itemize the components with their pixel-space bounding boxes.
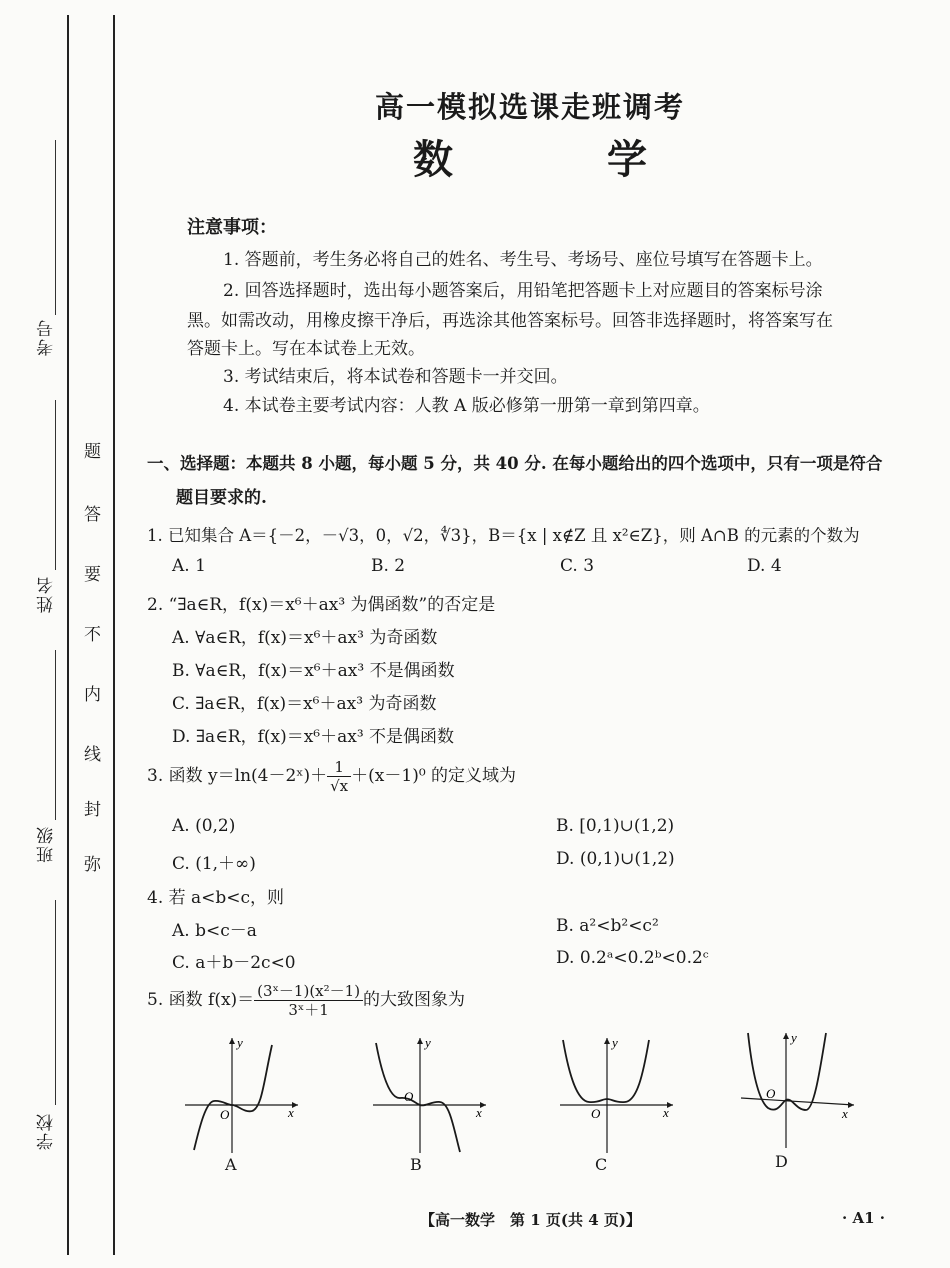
question-3-stem (147, 758, 516, 795)
q2-option-c: C. ∃a∈R，f(x)＝x⁶＋ax³ 为奇函数 (172, 694, 437, 714)
q1-option-b: B. 2 (371, 556, 406, 576)
school-label: 学校 (37, 1112, 57, 1150)
question-5-stem (147, 982, 465, 1019)
paper-code: · A1 · (842, 1209, 885, 1227)
margin-line-outer (67, 15, 69, 1255)
graph-d-y-arrow (783, 1033, 789, 1039)
notice-item-2-line1: 2. 回答选择题时，选出每小题答案后，用铅笔把答题卡上对应题目的答案标号涂 (223, 281, 823, 301)
q4-option-d: D. 0.2ᵃ<0.2ᵇ<0.2ᶜ (556, 948, 709, 968)
graph-c-label: C (595, 1155, 608, 1174)
graph-a (180, 1035, 300, 1155)
margin-line-inner (113, 15, 115, 1255)
q1-option-c: C. 3 (560, 556, 595, 576)
page-footer: 【高一数学 第 1 页(共 4 页)】 (420, 1211, 641, 1229)
graph-d-origin: O (766, 1086, 776, 1101)
graph-d-label: D (775, 1152, 788, 1171)
question-1-stem: 1. 已知集合 A＝{－2，－√3，0，√2，∜3}，B＝{x | x∉Z 且 x²∈Z}，则 A∩B 的元素的个数为 (147, 526, 860, 545)
seal-char: 封 (84, 800, 101, 820)
q3-option-d: D. (0,1)∪(1,2) (556, 849, 675, 869)
q5-stem-pre: 5. 函数 f(x)＝ (147, 990, 255, 1010)
q3-frac-den: √x (330, 777, 349, 795)
graph-b (368, 1035, 488, 1155)
graph-a-x-label: x (288, 1105, 294, 1120)
seal-char: 要 (84, 565, 101, 585)
subject-title: 数 学 (413, 136, 717, 183)
q2-option-b: B. ∀a∈R，f(x)＝x⁶＋ax³ 不是偶函数 (172, 661, 455, 681)
question-2-stem: 2. “∃a∈R，f(x)＝x⁶＋ax³ 为偶函数”的否定是 (147, 595, 496, 615)
graph-d-curve (748, 1033, 826, 1110)
notice-item-3: 3. 考试结束后，将本试卷和答题卡一并交回。 (223, 367, 568, 387)
exam-no-label: 考号 (37, 318, 57, 356)
graph-d-x-arrow (848, 1102, 854, 1108)
q5-fraction (254, 982, 363, 1019)
graph-c-y-arrow (604, 1038, 610, 1044)
graph-b-label: B (410, 1155, 422, 1174)
q3-option-a: A. (0,2) (172, 816, 236, 836)
graph-a-y-arrow (229, 1038, 235, 1044)
q4-option-b: B. a²<b²<c² (556, 916, 659, 936)
graph-c-y-label: y (612, 1035, 618, 1050)
graph-d (738, 1030, 858, 1150)
graph-d-x-label: x (842, 1106, 848, 1121)
graph-a-y-label: y (237, 1035, 243, 1050)
exam-title: 高一模拟选课走班调考 (374, 90, 685, 124)
notice-item-1: 1. 答题前，考生务必将自己的姓名、考生号、考场号、座位号填写在答题卡上。 (223, 250, 823, 270)
q5-frac-den: 3ˣ＋1 (288, 1001, 329, 1019)
q1-option-a: A. 1 (172, 556, 206, 576)
graph-a-origin: O (220, 1107, 230, 1122)
graph-b-y-arrow (417, 1038, 423, 1044)
graph-c-curve (563, 1040, 649, 1102)
graph-d-x-axis (741, 1098, 854, 1105)
q3-option-b: B. [0,1)∪(1,2) (556, 816, 675, 836)
section-heading-line1: 一、选择题：本题共 8 小题，每小题 5 分，共 40 分. 在每小题给出的四个选项中，只有一项是符合 (147, 454, 883, 473)
graph-d-y-label: y (791, 1030, 797, 1045)
notice-item-2-line2: 黑。如需改动，用橡皮擦干净后，再选涂其他答案标号。回答非选择题时，将答案写在 (187, 311, 833, 331)
graph-c (555, 1035, 675, 1155)
seal-char: 弥 (84, 855, 101, 875)
graph-c-origin: O (591, 1106, 601, 1121)
graph-b-origin: O (404, 1089, 414, 1104)
graph-b-y-label: y (425, 1035, 431, 1050)
q2-option-d: D. ∃a∈R，f(x)＝x⁶＋ax³ 不是偶函数 (172, 727, 455, 747)
q5-frac-num: (3ˣ－1)(x²－1) (254, 982, 363, 1001)
q1-option-d: D. 4 (747, 556, 782, 576)
question-4-stem: 4. 若 a<b<c，则 (147, 888, 285, 908)
class-line (55, 650, 56, 820)
notice-item-4: 4. 本试卷主要考试内容：人教 A 版必修第一册第一章到第四章。 (223, 396, 710, 416)
q3-option-c: C. (1,＋∞) (172, 854, 256, 874)
q2-option-a: A. ∀a∈R，f(x)＝x⁶＋ax³ 为奇函数 (172, 628, 438, 648)
q3-stem-post: ＋(x－1)⁰ 的定义域为 (351, 766, 517, 786)
name-line (55, 400, 56, 570)
seal-char: 不 (84, 625, 101, 645)
graph-a-label: A (225, 1155, 237, 1174)
seal-char: 题 (84, 442, 101, 462)
graph-b-x-label: x (476, 1105, 482, 1120)
name-label: 姓名 (37, 575, 57, 613)
school-line (55, 900, 56, 1105)
graph-a-curve (194, 1045, 272, 1150)
notice-item-2-line3: 答题卡上。写在本试卷上无效。 (187, 339, 425, 359)
seal-char: 答 (84, 505, 101, 525)
q5-stem-post: 的大致图象为 (363, 990, 466, 1010)
notice-heading: 注意事项： (187, 217, 277, 238)
section-heading-line2: 题目要求的. (176, 488, 267, 508)
q4-option-a: A. b<c－a (172, 921, 257, 941)
graph-b-curve (376, 1043, 460, 1152)
q3-frac-num: 1 (327, 758, 351, 777)
q3-fraction (327, 758, 351, 795)
seal-char: 线 (84, 745, 101, 765)
graph-c-x-label: x (663, 1105, 669, 1120)
class-label: 班级 (37, 825, 57, 863)
q3-stem-pre: 3. 函数 y＝ln(4－2ˣ)＋ (147, 766, 328, 786)
seal-char: 内 (84, 685, 101, 705)
q4-option-c: C. a＋b－2c<0 (172, 953, 296, 973)
